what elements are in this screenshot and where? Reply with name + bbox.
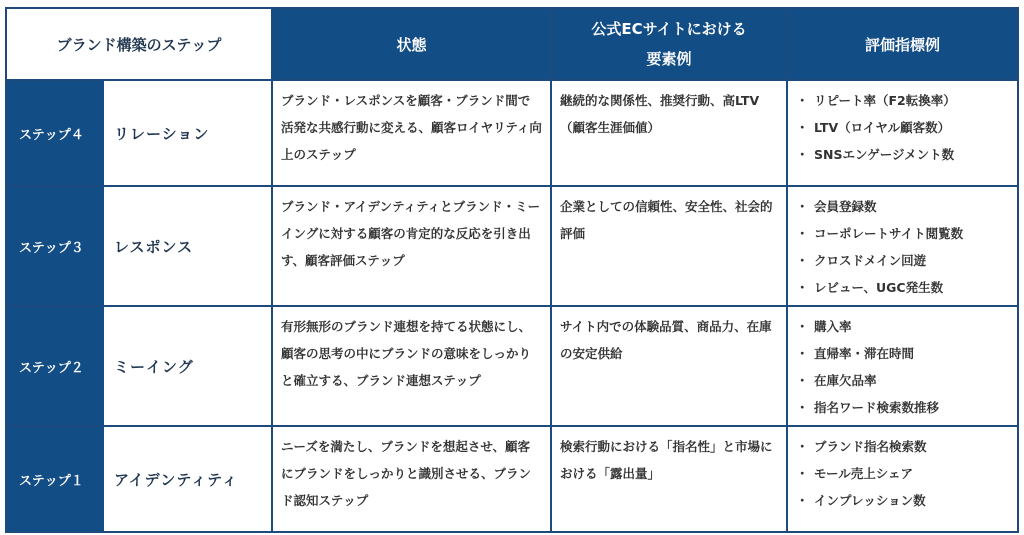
header-state: 状態: [272, 8, 551, 80]
metric-item: ・ クロスドメイン回遊: [796, 247, 1009, 274]
step-label: ステップ２: [6, 306, 103, 426]
step-name: ミーイング: [103, 306, 272, 426]
metric-item: ・ 指名ワード検索数推移: [796, 394, 1009, 421]
state-cell: ブランド・アイデンティティとブランド・ミーイングに対する顧客の肯定的な反応を引き出す、顧客評価ステップ: [272, 186, 551, 306]
metrics-cell: [787, 426, 1018, 532]
bullet-dot: ・: [796, 466, 809, 481]
bullet-dot: ・: [796, 319, 809, 334]
metric-item: ・ レビュー、UGC発生数: [796, 274, 1009, 301]
step-label: ステップ４: [6, 80, 103, 186]
bullet-dot: ・: [796, 400, 809, 415]
bullet-dot: ・: [796, 120, 809, 135]
bullet-dot: ・: [796, 373, 809, 388]
metrics-cell: [787, 80, 1018, 186]
state-cell: 有形無形のブランド連想を持てる状態にし、顧客の思考の中にブランドの意味をしっかりと確立する、ブランド連想ステップ: [272, 306, 551, 426]
bullet-dot: ・: [796, 493, 809, 508]
ec-element-cell: 企業としての信頼性、安全性、社会的評価: [551, 186, 787, 306]
metrics-list: [796, 87, 1009, 168]
metric-item: ・ 購入率: [796, 313, 1009, 340]
header-brand-steps: ブランド構築のステップ: [6, 8, 272, 80]
table-row: [6, 186, 1018, 306]
header-metrics: 評価指標例: [787, 8, 1018, 80]
bullet-dot: ・: [796, 253, 809, 268]
brand-steps-table: [5, 7, 1019, 533]
table-row: [6, 80, 1018, 186]
metrics-cell: [787, 186, 1018, 306]
ec-element-cell: 検索行動における「指名性」と市場における「露出量」: [551, 426, 787, 532]
metric-item: ・ リピート率（F2転換率）: [796, 87, 1009, 114]
step-label: ステップ３: [6, 186, 103, 306]
step-name: リレーション: [103, 80, 272, 186]
metric-item: ・ 直帰率・滞在時間: [796, 340, 1009, 367]
bullet-dot: ・: [796, 147, 809, 162]
metrics-list: [796, 313, 1009, 421]
bullet-dot: ・: [796, 346, 809, 361]
table-header-row: [6, 8, 1018, 80]
step-name: アイデンティティ: [103, 426, 272, 532]
ec-element-cell: 継続的な関係性、推奨行動、高LTV（顧客生涯価値）: [551, 80, 787, 186]
header-ec-line2: 要素例: [646, 50, 692, 68]
brand-steps-table-wrapper: [5, 7, 1017, 533]
step-label: ステップ１: [6, 426, 103, 532]
metric-item: ・ モール売上シェア: [796, 460, 1009, 487]
metric-item: ・ SNSエンゲージメント数: [796, 141, 1009, 168]
metrics-cell: [787, 306, 1018, 426]
bullet-dot: ・: [796, 226, 809, 241]
header-ec-elements: [551, 8, 787, 80]
bullet-dot: ・: [796, 199, 809, 214]
step-name: レスポンス: [103, 186, 272, 306]
table-row: [6, 426, 1018, 532]
metric-item: ・ インプレッション数: [796, 487, 1009, 514]
metric-item: ・ 会員登録数: [796, 193, 1009, 220]
metric-item: ・ 在庫欠品率: [796, 367, 1009, 394]
bullet-dot: ・: [796, 93, 809, 108]
state-cell: ブランド・レスポンスを顧客・ブランド間で活発な共感行動に変える、顧客ロイヤリティ向上のステップ: [272, 80, 551, 186]
metric-item: ・ コーポレートサイト閲覧数: [796, 220, 1009, 247]
metric-item: ・ LTV（ロイヤル顧客数）: [796, 114, 1009, 141]
ec-element-cell: サイト内での体験品質、商品力、在庫の安定供給: [551, 306, 787, 426]
bullet-dot: ・: [796, 439, 809, 454]
table-row: [6, 306, 1018, 426]
state-cell: ニーズを満たし、ブランドを想起させ、顧客にブランドをしっかりと識別させる、ブランド認知ステップ: [272, 426, 551, 532]
bullet-dot: ・: [796, 280, 809, 295]
header-ec-line1: 公式ECサイトにおける: [591, 20, 747, 38]
metrics-list: [796, 193, 1009, 301]
metric-item: ・ ブランド指名検索数: [796, 433, 1009, 460]
metrics-list: [796, 433, 1009, 514]
